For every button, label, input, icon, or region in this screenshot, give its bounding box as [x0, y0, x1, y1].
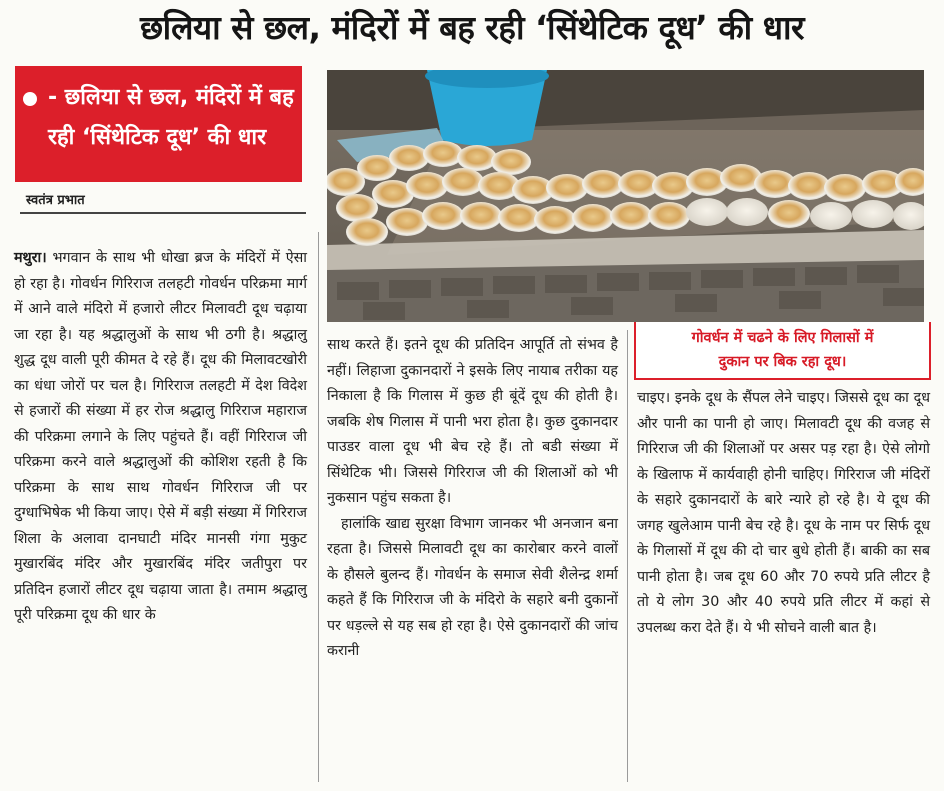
- highlight-box: [15, 66, 302, 182]
- byline-divider: [20, 212, 306, 214]
- milk-glasses-photo: [327, 70, 924, 322]
- highlight-box-text: - छलिया से छल, मंदिरों में बह रही ‘सिंथेटिक दूध’ की धार: [48, 85, 294, 150]
- column-divider-2: [627, 330, 628, 782]
- article-column-2: [327, 333, 618, 665]
- bullet-dot-icon: [23, 92, 37, 106]
- article-column-3: [637, 386, 930, 641]
- column-divider-1: [318, 232, 319, 782]
- column-2-paragraph-2: हालांकि खाद्य सुरक्षा विभाग जानकर भी अनजान बना रहता है। जिससे मिलावटी दूध का कारोबार करने वालों के हौसले बुलन्द हैं। गोवर्धन के समाज सेवी शैलेन्द्र शर्मा कहते हैं कि गिरिराज जी के मंदिरो के सहारे बनी दुकानों पर धड़ल्ले से यह सब हो रहा है। ऐसे दुकानदारों की जांच करानी: [327, 515, 618, 659]
- column-3-paragraph: चाइए। इनके दूध के सैंपल लेने चाइए। जिससे दूध का दूध और पानी का पानी हो जाए। मिलावटी दूध की वजह से गिरिराज जी की शिलाओं पर असर पड़ रहा है। ऐसे लोगो के खिलाफ में कार्यवाही होनी चाहिए। गिरिराज जी मंदिरों के सहारे दुकानदारों के बारे न्यारे हो रहे है। ये दूध की जगह खुलेआम पानी बेच रहे है। दूध के नाम पर सिर्फ दूध के गिलासों में दूध की दो चार बुधे होती हैं। बाकी का सब पानी होता है। जब दूध 60 और 70 रुपये प्रति लीटर है तो ये लोग 30 और 40 रुपये प्रति लीटर में कहां से उपलब्ध करा देते हैं। ये भी सोचने वाली बात है।: [637, 390, 930, 636]
- page-headline: छलिया से छल, मंदिरों में बह रही ‘सिंथेटिक दूध’ की धार: [139, 8, 805, 47]
- dateline: मथुरा।: [14, 250, 47, 266]
- column-1-text: भगवान के साथ भी धोखा ब्रज के मंदिरों में ऐसा हो रहा है। गोवर्धन गिरिराज तलहटी गोवर्धन परिक्रमा मार्ग में आने वाले मंदिरो में हजारो लीटर मिलावटी दूध चढ़ाया जा रहा है। यह श्रद्धालुओं के साथ भी ठगी है। श्रद्धालु शुद्ध दूध वाली पूरी कीमत दे रहे हैं। दूध की मिलावटखोरी का धंधा जोरों पर चल है। गिरिराज तलहटी में देश विदेश से हजारों की संख्या में हर रोज श्रद्धालु गिरिराज महाराज की परिक्रमा लगाने के लिए पहुंचते हैं। वहीं गिरिराज जी परिक्रमा करने वाले श्रद्धालुओं की कोशिश रहती है कि परिक्रमा के साथ साथ गोवर्धन गिरिराज जी पर दुग्धाभिषेक भी किया जाए। ऐसे में बड़ी संख्या में गिरिराज शिला के अलावा दानघाटी मंदिर मानसी गंगा मुकुट मुखारबिंद मंदिर और मुखारबिंद मंदिर जतीपुरा पर प्रतिदिन हजारों लीटर दूध चढ़ाया जाता है। तमाम श्रद्धालु पूरी परिक्रमा दूध की धार के: [14, 250, 307, 623]
- news-photo: [327, 70, 924, 322]
- byline: स्वतंत्र प्रभात: [26, 193, 85, 208]
- column-2-paragraph-1: साथ करते हैं। इतने दूध की प्रतिदिन आपूर्ति तो संभव है नहीं। लिहाजा दुकानदारों ने इसके लिए नायाब तरीका यह निकाला है कि गिलास में कुछ ही बूंदें दूध की होती है। जबकि शेष गिलास में पानी भरा होता है। कुछ दुकानदार पाउडर वाला दूध भी बेच रहे हैं। तो बडी संख्या में सिंथेटिक भी। जिससे गिरिराज जी की शिलाओं को भी नुकसान पहुंच सकता है।: [327, 337, 618, 506]
- article-column-1: [14, 246, 307, 629]
- column-1-paragraph: [14, 246, 307, 629]
- photo-caption: गोवर्धन में चढने के लिए गिलासों में दुकान पर बिक रहा दूध।: [634, 322, 931, 380]
